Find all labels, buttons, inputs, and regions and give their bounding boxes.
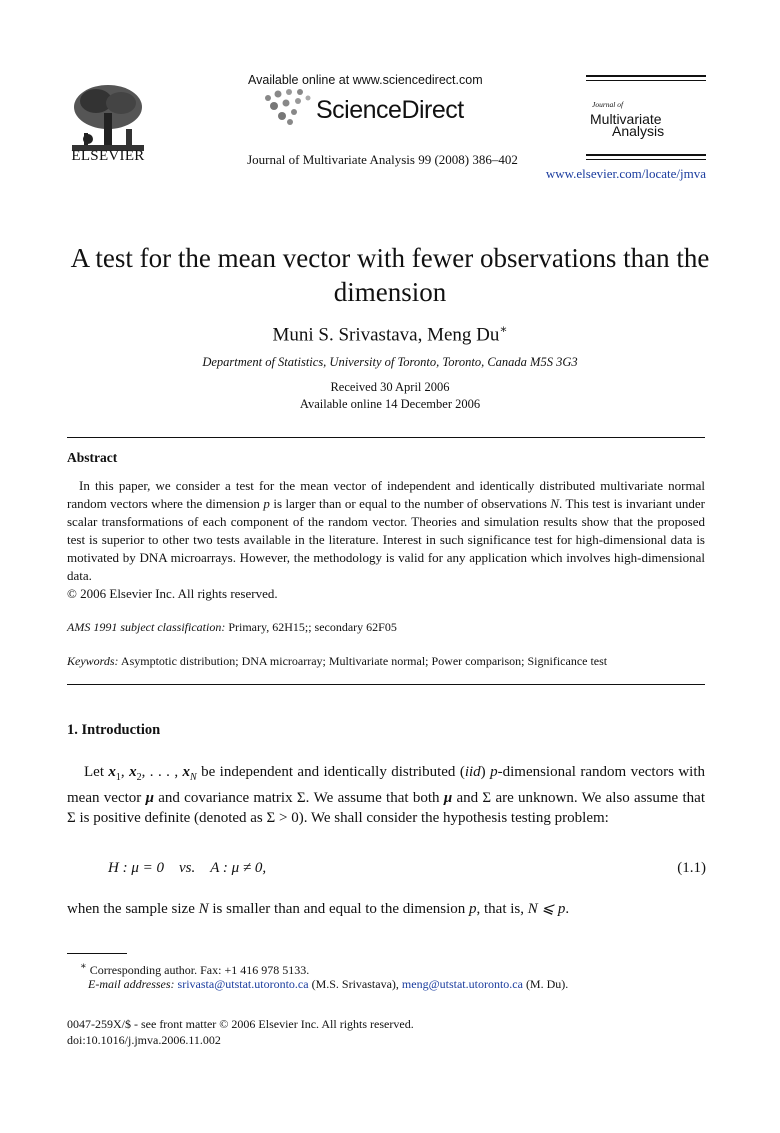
- footnote-emails: [88, 977, 568, 992]
- equation-vs: vs.: [178, 860, 196, 876]
- doi-link[interactable]: doi:10.1016/j.jmva.2006.11.002: [67, 1033, 221, 1047]
- after-text-1: when the sample size: [67, 901, 199, 917]
- intro-var-x1: x: [108, 764, 116, 780]
- intro-text-3: ): [480, 764, 491, 780]
- ams-value: Primary, 62H15;; secondary 62F05: [225, 620, 397, 634]
- footnote-rule: [67, 953, 127, 954]
- email-owner-1: (M.S. Srivastava),: [308, 977, 402, 991]
- intro-var-mu: μ: [145, 790, 154, 806]
- abstract-bottom-rule: [67, 684, 705, 685]
- equation-number: (1.1): [677, 860, 706, 876]
- intro-var-xn: x: [182, 764, 190, 780]
- jmva-analysis: Analysis: [612, 123, 665, 139]
- after-text-4: .: [565, 901, 570, 917]
- available-online-line: Available online at www.sciencedirect.com: [248, 73, 483, 87]
- keywords: [67, 654, 607, 669]
- after-text-2: is smaller than and equal to the dimension: [208, 901, 470, 917]
- authors-text: Muni S. Srivastava, Meng Du: [272, 324, 500, 346]
- article-authors: [60, 322, 720, 346]
- abstract-heading: Abstract: [67, 450, 118, 465]
- footnote-mark: ∗: [80, 961, 87, 972]
- jmva-bottom-rule: [586, 154, 706, 156]
- corresponding-mark[interactable]: ∗: [499, 322, 508, 336]
- abstract-paragraph: [67, 477, 705, 585]
- after-condition: N ⩽ p: [527, 901, 566, 917]
- section-heading-introduction: 1. Introduction: [67, 722, 161, 738]
- ams-classification: [67, 620, 397, 635]
- jmva-top-rule: [586, 75, 706, 77]
- jmva-journal-of: Journal of: [592, 100, 624, 109]
- after-equation-sentence: [67, 899, 705, 918]
- intro-var-mu-2: μ: [443, 790, 453, 806]
- author-affiliation: Department of Statistics, University of Toronto, Toronto, Canada M5S 3G3: [202, 355, 578, 369]
- abstract-top-rule: [67, 437, 705, 438]
- ams-label: AMS 1991 subject classification:: [67, 620, 226, 634]
- jmva-multivariate: Multivariate: [590, 111, 662, 127]
- front-matter-copyright: 0047-259X/$ - see front matter © 2006 Elsevier Inc. All rights reserved.: [67, 1017, 414, 1031]
- jmva-bottom-rule-thin: [586, 159, 706, 160]
- keywords-value: Asymptotic distribution; DNA microarray; Multivariate normal; Power comparison; Significance test: [118, 654, 608, 668]
- intro-text-1: Let: [84, 764, 109, 780]
- email-owner-2: (M. Du).: [522, 977, 569, 991]
- email-label: E-mail addresses:: [88, 977, 175, 991]
- intro-var-p: p: [490, 764, 498, 780]
- abstract-text-3: . This test is invariant under scalar transformations of each component of the random vector. Theories and simulation results show that the proposed test is superior to other two tests available in the literature. Interest in such significance test for high-dimensional data is motivated by DNA microarrays. However, the methodology is valid for any application which involves high-dimensional data.: [67, 496, 706, 583]
- available-online-date: Available online 14 December 2006: [299, 397, 481, 411]
- abstract-copyright: © 2006 Elsevier Inc. All rights reserved.: [67, 586, 278, 601]
- after-text-3: , that is,: [476, 901, 528, 917]
- abstract-body: [67, 477, 705, 603]
- intro-text-6: and Σ are unknown. We also assume that Σ is positive definite (denoted as Σ > 0). We shall consider the hypothesis testing problem:: [67, 790, 706, 826]
- intro-var-x2: x: [129, 764, 137, 780]
- equation-left: H : μ = 0: [108, 860, 164, 876]
- footnote-corresponding-text: Corresponding author. Fax: +1 416 978 5133.: [89, 963, 310, 977]
- abstract-var-n: N: [550, 496, 560, 511]
- intro-iid: iid: [464, 764, 481, 780]
- keywords-label: Keywords:: [67, 654, 119, 668]
- equation-1-1: [108, 860, 266, 877]
- email-link-srivastava[interactable]: srivasta@utstat.utoronto.ca: [177, 977, 309, 991]
- received-date: Received 30 April 2006: [330, 380, 450, 394]
- after-var-p: p: [469, 901, 477, 917]
- email-link-du[interactable]: meng@utstat.utoronto.ca: [401, 977, 523, 991]
- footnote-corresponding: [80, 961, 309, 978]
- jmva-top-rule-thin: [586, 80, 706, 81]
- equation-right: A : μ ≠ 0,: [210, 860, 267, 876]
- sciencedirect-wordmark: ScienceDirect: [316, 96, 464, 124]
- abstract-text-2: is larger than or equal to the number of observations: [269, 496, 551, 511]
- journal-url-link[interactable]: www.elsevier.com/locate/jmva: [545, 166, 706, 181]
- sciencedirect-dots-icon: [262, 88, 314, 126]
- intro-text-5: and covariance matrix Σ. We assume that both: [153, 790, 444, 806]
- publisher-name: ELSEVIER: [71, 148, 145, 164]
- article-title: A test for the mean vector with fewer observations than the dimension: [70, 243, 710, 307]
- intro-text-2: be independent and identically distributed (: [196, 764, 465, 780]
- introduction-paragraph: Let $x_1$, $x_2$, . . . , $x_N$ be independent and identically distributed (iid) p-dimensional random vectors with mean vector μ and covariance matrix Σ. We assume that both μ and Σ are unknown. We also assume that Σ is positive definite (denoted as Σ > 0). We shall consider the hypothesis testing problem:: [67, 764, 706, 826]
- intro-text-4: -dimensional random vectors with mean vector: [67, 764, 706, 806]
- abstract-text-1: In this paper, we consider a test for the mean vector of independent and identically distributed multivariate normal random vectors where the dimension: [67, 478, 705, 511]
- journal-reference: Journal of Multivariate Analysis 99 (2008) 386–402: [247, 152, 518, 167]
- abstract-var-p: p: [263, 496, 270, 511]
- after-var-n: N: [198, 901, 209, 917]
